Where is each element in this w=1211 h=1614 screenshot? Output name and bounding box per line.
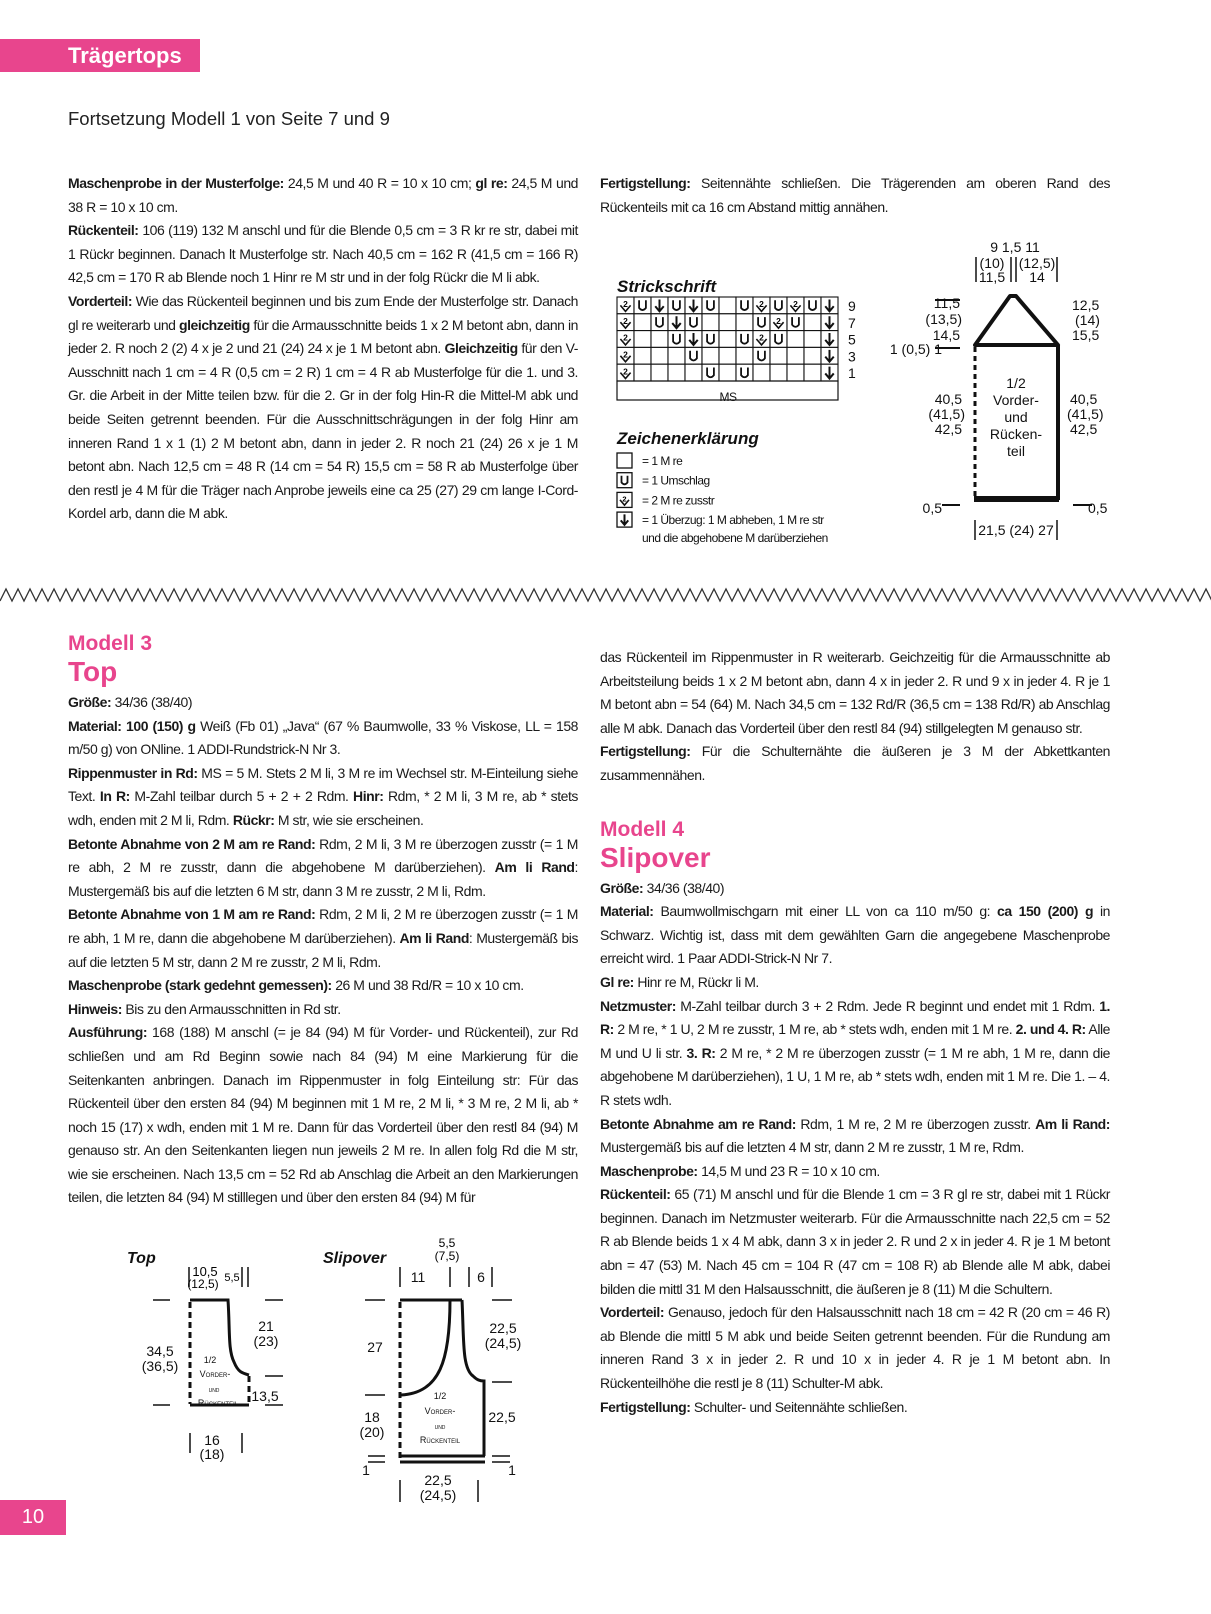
paragraph	[600, 971, 1110, 995]
text-run: Rdm, 1 M re, 2 M re überzogen zusstr.	[795, 1115, 1036, 1132]
svg-text:15,5: 15,5	[1072, 327, 1100, 343]
text-run: 2 M re, * 2 M re überzogen zusstr (= 1 M re abh, 1 M re, dann die abgehobene M darüberziehen), 1 U, 1 M re, ab * stets wdh, enden mit 1 M re. Die 1. – 4. R stets wdh.	[600, 1044, 1110, 1108]
svg-text:22,5: 22,5	[488, 1409, 516, 1425]
text-run: Rdm, 2 M li, 2 M re überzogen zusstr (= 1 M re abh, 1 M re, dann die abgehobene M darüberziehen).	[68, 906, 578, 946]
svg-text:1 (0,5) 1: 1 (0,5) 1	[889, 341, 942, 357]
text-run: 34/36 (38/40)	[111, 694, 193, 710]
svg-text:(24,5): (24,5)	[484, 1335, 522, 1351]
text-run: Wie das Rückenteil beginnen und bis zum Ende der Musterfolge str. Danach gl re weiterarb und	[68, 292, 578, 333]
bold-term: gleichzeitig	[179, 316, 250, 333]
paragraph	[68, 715, 578, 762]
chart-cell	[736, 314, 753, 331]
svg-text:Rücken-: Rücken-	[989, 426, 1043, 442]
chart-cell	[651, 314, 668, 331]
svg-text:(41,5): (41,5)	[928, 406, 965, 422]
svg-text:0,5: 0,5	[1088, 500, 1108, 516]
bold-term: Betonte Abnahme von 1 M am re Rand:	[68, 906, 316, 923]
text-run: Rdm, * 2 M li, 3 M re, ab * stets wdh, enden mit 2 M li, Rdm.	[68, 788, 578, 828]
text-run: MS = 5 M. Stets 2 M li, 3 M re im Wechsel str. M-Einteilung siehe Text.	[68, 764, 579, 805]
text-run: : Mustergemäß bis auf die letzten 6 M str, dann 3 M re zusstr, 2 M li, Rdm.	[68, 859, 578, 899]
chart-cell	[787, 347, 804, 364]
text-run: Schulter- und Seitennähte schließen.	[690, 1398, 908, 1415]
svg-text:(10): (10)	[979, 255, 1005, 271]
bold-term: Betonte Abnahme am re Rand:	[600, 1115, 796, 1132]
bold-term: 1. R:	[600, 997, 1110, 1038]
text-run: Mustergemäß bis auf die letzten 4 M str, dann 2 M re zusstr, 1 M re, Rdm.	[600, 1139, 1024, 1156]
svg-text:42,5: 42,5	[1070, 421, 1098, 437]
bold-term: Rückenteil:	[68, 222, 139, 239]
text-run: Bis zu den Armausschnitten in Rd str.	[121, 1000, 341, 1017]
svg-text:13,5: 13,5	[251, 1388, 279, 1404]
bold-term: gl re:	[475, 175, 508, 191]
svg-text:40,5: 40,5	[934, 391, 962, 407]
legend-text-cont: und die abgehobene M darüberziehen	[642, 531, 828, 545]
top-schematic	[127, 1250, 283, 1462]
chart-cell	[634, 347, 651, 364]
paragraph	[600, 1160, 1110, 1184]
bold-term: Maschenprobe (stark gedehnt gemessen):	[68, 977, 332, 994]
paragraph	[600, 900, 1110, 971]
bold-term: 3. R:	[686, 1044, 716, 1061]
paragraph	[68, 219, 578, 290]
chart-row-number: 9	[848, 298, 856, 314]
text-run: Rdm, 2 M li, 3 M re überzogen zusstr (= 1 M re abh, 2 M re zusstr, dann die abgehobene M darüberziehen).	[68, 835, 578, 876]
chart-cell	[651, 364, 668, 381]
svg-text:14: 14	[1029, 269, 1045, 285]
text-run: 14,5 M und 23 R = 10 x 10 cm.	[697, 1162, 880, 1179]
text-run: 26 M und 38 Rd/R = 10 x 10 cm.	[331, 977, 524, 994]
k2tog-icon: 2	[622, 494, 627, 504]
svg-text:11,5: 11,5	[933, 295, 960, 311]
text-run: Weiß (Fb 01) „Java“ (67 % Baumwolle, 33 % Viskose, LL = 158 m/50 g) von ONline. 1 ADDI-Rundstrick-N Nr 3.	[68, 717, 578, 758]
svg-text:1/2: 1/2	[203, 1355, 217, 1365]
paragraph	[600, 740, 1110, 787]
chart-cell	[702, 297, 719, 314]
chart-cell	[753, 364, 770, 381]
svg-text:(13,5): (13,5)	[925, 311, 962, 327]
bold-term: Hinr:	[353, 788, 384, 805]
chart-cell	[804, 347, 821, 364]
svg-text:5,5: 5,5	[438, 1236, 456, 1250]
text-run: Für die Schulternähte die äußeren je 3 M der Abkettkanten zusammennähen.	[600, 743, 1110, 783]
svg-text:1: 1	[362, 1462, 370, 1478]
modell4-label: Modell 4	[600, 817, 685, 841]
text-run: 24,5 M und 40 R = 10 x 10 cm;	[283, 175, 476, 191]
svg-text:Vorder-: Vorder-	[424, 1406, 456, 1416]
svg-text:0,5: 0,5	[922, 500, 942, 516]
svg-text:1: 1	[508, 1462, 516, 1478]
svg-text:42,5: 42,5	[934, 421, 962, 437]
chart-cell	[770, 331, 787, 348]
bold-term: Größe:	[600, 879, 644, 896]
svg-text:(36,5): (36,5)	[141, 1358, 179, 1374]
chart-cell	[787, 331, 804, 348]
chart-row-number: 5	[848, 331, 856, 348]
repeat-label: MS	[719, 390, 737, 404]
chart-cell	[787, 314, 804, 331]
svg-text:Vorder-: Vorder-	[199, 1369, 231, 1379]
bold-term: Rückenteil:	[600, 1186, 671, 1203]
modell1-finishing	[600, 172, 1110, 219]
paragraph	[600, 1113, 1110, 1160]
svg-text:40,5: 40,5	[1070, 391, 1098, 407]
svg-text:11,5: 11,5	[978, 269, 1006, 285]
chart-cell	[787, 364, 804, 381]
svg-text:(24,5): (24,5)	[419, 1487, 457, 1503]
k2tog-icon: 2	[776, 315, 781, 326]
modell3-label: Modell 3	[68, 632, 153, 655]
k2tog-icon: 2	[793, 299, 798, 310]
bold-term: Netzmuster:	[600, 997, 676, 1014]
svg-text:Rückenteil: Rückenteil	[197, 1398, 239, 1408]
paragraph	[68, 903, 578, 974]
text-run: für die Armausschnitte beids 1 x 2 M betont abn, dann in jeder 2. R noch 2 (2) 4 x je 2 und 21 (24) 24 x je 1 M betont abn.	[68, 316, 578, 357]
modell1-instructions	[68, 172, 578, 526]
slipover-schematic	[323, 1236, 521, 1503]
bold-term: Betonte Abnahme von 2 M am re Rand:	[68, 835, 316, 852]
modell1-schematic	[890, 239, 1108, 540]
svg-text:21,5 (24) 27: 21,5 (24) 27	[978, 522, 1054, 538]
modell3-instructions	[68, 691, 578, 1210]
chart-cell	[668, 364, 685, 381]
bold-term: Fertigstellung:	[600, 175, 691, 191]
chart-cell	[804, 297, 821, 314]
chart-cell	[651, 347, 668, 364]
svg-text:Top: Top	[127, 1250, 156, 1267]
modell3-title: Top	[68, 656, 118, 687]
chart-cell	[804, 331, 821, 348]
svg-text:Slipover: Slipover	[323, 1250, 387, 1267]
svg-text:(7,5): (7,5)	[434, 1249, 460, 1263]
text-run: Seitennähte schließen. Die Trägerenden am oberen Rand des Rückenteils mit ca 16 cm Abstand mittig annähen.	[600, 175, 1110, 215]
svg-text:22,5: 22,5	[489, 1320, 517, 1336]
svg-text:27: 27	[367, 1339, 383, 1355]
svg-text:21: 21	[258, 1318, 274, 1334]
svg-text:und: und	[434, 1424, 446, 1431]
paragraph	[600, 1396, 1110, 1420]
paragraph	[68, 762, 578, 833]
text-run: für den V-Ausschnitt nach 1 cm = 4 R (0,5 cm = 2 R) 1 cm = 4 R ab Musterfolge für die 1. und 3. Gr. die Arbeit in der Mitte teilen bzw. für die 2. Gr in der folg Hin-R die Mittel-M abk und beide Seiten getrennt beenden. Für die Ausschnittschrägungen in der folg Hinr am inneren Rand 1 x 1 (1) 2 M betont abn, dann in jeder 2. R noch 21 (24) 26 x je 1 M betont abn. Nach 12,5 cm = 48 R (14 cm = 54 R) 15,5 cm = 58 R ab Musterfolge über den restl je 4 M für die Träger nach Anprobe jeweils eine ca 25 (27) 29 cm lange I-Cord-Kordel arb, dann die M abk.	[68, 340, 578, 522]
bold-term: Maschenprobe in der Musterfolge:	[68, 175, 284, 191]
legend-text: = 1 M re	[642, 454, 683, 468]
bold-term: In R:	[99, 788, 130, 805]
bold-term: Ausführung:	[68, 1024, 148, 1041]
text-run: in Schwarz. Wichtig ist, dass mit dem gewählten Garn die angegebene Maschenprobe erreicht wird. 1 Paar ADDI-Strick-N Nr 7.	[600, 903, 1110, 967]
svg-text:16: 16	[204, 1432, 220, 1448]
paragraph	[68, 290, 578, 526]
chart-cell	[719, 331, 736, 348]
modell3-section	[68, 631, 578, 1210]
bottom-schematics	[100, 1230, 560, 1510]
k2tog-icon: 2	[759, 299, 764, 310]
k2tog-icon: 2	[623, 349, 628, 360]
legend-text: = 1 Überzug: 1 M abheben, 1 M re str	[642, 513, 824, 528]
legend-swatch	[617, 453, 632, 468]
svg-text:(23): (23)	[253, 1333, 279, 1349]
bold-term: Fertigstellung:	[600, 743, 691, 760]
chart-cell	[770, 297, 787, 314]
text-run: Baumwollmischgarn mit einer LL von ca 110 m/50 g:	[653, 903, 998, 920]
svg-text:34,5: 34,5	[146, 1343, 174, 1359]
paragraph	[68, 998, 578, 1022]
paragraph	[68, 1021, 578, 1210]
bold-term: Hinweis:	[68, 1000, 122, 1017]
text-run: M-Zahl teilbar durch 5 + 2 + 2 Rdm.	[129, 788, 354, 805]
text-run: 2 M re, * 1 U, 2 M re zusstr, 1 M re, ab * stets wdh, enden mit 1 M re.	[613, 1021, 1016, 1038]
svg-text:11: 11	[410, 1269, 426, 1285]
text-run: Alle M und U li str.	[600, 1021, 1110, 1061]
paragraph	[600, 172, 1110, 219]
chart-cell	[634, 331, 651, 348]
paragraph	[68, 833, 578, 904]
k2tog-icon: 2	[623, 332, 628, 343]
legend-title: Zeichenerklärung	[617, 429, 759, 448]
bold-term: Vorderteil:	[600, 1304, 665, 1321]
chart-cell	[651, 331, 668, 348]
svg-text:(12,5): (12,5)	[187, 1277, 219, 1291]
k2tog-icon: 2	[623, 299, 628, 310]
chart-cell	[634, 297, 651, 314]
legend-text: = 1 Umschlag	[642, 473, 710, 488]
bold-term: Rippenmuster in Rd:	[68, 764, 198, 781]
bold-term: 2. und 4. R:	[1015, 1021, 1086, 1038]
chart-cell	[702, 347, 719, 364]
modell4-instructions	[600, 877, 1110, 1420]
paragraph	[600, 646, 1110, 740]
chart-cell	[804, 314, 821, 331]
chart-cell	[685, 347, 702, 364]
bold-term: Am li Rand	[399, 929, 469, 946]
chart-row-number: 1	[848, 365, 856, 382]
bold-term: Fertigstellung:	[600, 1398, 691, 1415]
bold-term: Material:	[600, 903, 654, 920]
knitting-chart-grid	[617, 297, 856, 381]
chart-cell	[702, 331, 719, 348]
section-banner: Trägertops	[0, 39, 200, 72]
chart-cell	[753, 314, 770, 331]
modell4-title: Slipover	[600, 841, 711, 873]
chart-cell	[702, 314, 719, 331]
bold-term: Vorderteil:	[68, 292, 133, 309]
svg-text:und: und	[1004, 409, 1028, 425]
paragraph	[600, 995, 1110, 1113]
paragraph	[68, 974, 578, 998]
svg-text:5,5: 5,5	[224, 1272, 240, 1284]
svg-text:1/2: 1/2	[1006, 375, 1026, 391]
svg-text:(14): (14)	[1075, 312, 1100, 328]
chart-cell	[770, 347, 787, 364]
modell1-diagrams	[600, 230, 1120, 560]
continuation-subtitle: Fortsetzung Modell 1 von Seite 7 und 9	[68, 108, 390, 129]
legend-text: = 2 M re zusstr	[642, 493, 715, 508]
text-run: 168 (188) M anschl (= je 84 (94) M für Vorder- und Rückenteil), zur Rd schließen und am Rd Beginn sowie nach 84 (94) M eine Markierung für die Seitenkanten anbringen. Danach im Rippenmuster in folg Einteilung str: Für das Rückenteil über den ersten 84 (94) M beginnen mit 1 M re, 2 M li, * 3 M re, 2 M li, ab * noch 15 (17) x wdh, enden mit 1 M re. Dann für das Vorderteil über den restl 84 (94) M genauso str. An den Seitenkanten liegen nun jeweils 2 M re. In allen folg Rd die M str, wie sie erscheinen. Nach 13,5 cm = 52 Rd ab Anschlag die Arbeit an den Markierungen teilen, die letzten 84 (94) M stilllegen und über den ersten 84 (94) M für	[68, 1024, 578, 1206]
text-run: M str, wie sie erscheinen.	[274, 811, 424, 828]
chart-cell	[668, 297, 685, 314]
text-run: Genauso, jedoch für den Halsausschnitt nach 18 cm = 42 R (20 cm = 46 R) ab Blende die mittl 5 M abk und beide Seiten getrennt beenden. Für die Rundung am inneren Rand 3 x in jeder 2. R und 10 x in jeder 4. R je 1 M betont abn. In Rückenteilhöhe die restl je 8 (11) Schulter-M abk.	[600, 1304, 1110, 1392]
chart-cell	[719, 314, 736, 331]
chart-cell	[753, 347, 770, 364]
bold-term: Gleichzeitig	[444, 340, 518, 357]
paragraph	[68, 691, 578, 715]
bold-term: Material: 100 (150) g	[68, 717, 196, 734]
svg-text:12,5: 12,5	[1072, 297, 1100, 313]
svg-text:Vorder-: Vorder-	[993, 392, 1039, 408]
bold-term: ca 150 (200) g	[997, 903, 1094, 920]
text-run: 34/36 (38/40)	[643, 879, 725, 896]
svg-text:18: 18	[364, 1409, 380, 1425]
zigzag-divider	[0, 586, 1211, 604]
svg-text:10,5: 10,5	[192, 1264, 218, 1279]
chart-cell	[685, 364, 702, 381]
paragraph	[600, 1301, 1110, 1395]
chart-cell	[702, 364, 719, 381]
svg-text:(20): (20)	[359, 1424, 385, 1440]
text-run: 24,5 M und 38 R = 10 x 10 cm.	[68, 175, 578, 215]
legend-swatch	[617, 473, 632, 488]
chart-cell	[719, 347, 736, 364]
chart-cell	[736, 331, 753, 348]
chart-cell	[668, 347, 685, 364]
chart-cell	[668, 331, 685, 348]
text-run: 65 (71) M anschl und für die Blende 1 cm = 3 R gl re str, dabei mit 1 Rückr beginnen. Danach im Netzmuster weiterarb. Für die Armausschnitte nach 22,5 cm = 52 R ab Blende beids 1 x 4 M abk, dann 3 x in jeder 2. R und 2 x in jeder 4. R je 1 M betont abn = 47 (53) M. Nach 45 cm = 104 R (47 cm = 108 R) ab Blende alle M abk, dabei bilden die mittl 31 M den Halsausschnitt, die äußeren je 8 (11) M die Schultern.	[600, 1186, 1110, 1297]
paragraph	[68, 172, 578, 219]
svg-text:(12,5): (12,5)	[1018, 255, 1056, 271]
svg-text:(41,5): (41,5)	[1067, 406, 1104, 422]
k2tog-icon: 2	[623, 366, 628, 377]
bold-term: Am li Rand	[494, 859, 575, 876]
svg-text:1/2: 1/2	[433, 1391, 447, 1401]
chart-cell	[634, 314, 651, 331]
modell3-continuation	[600, 646, 1110, 788]
bold-term: Rückr:	[232, 811, 275, 828]
paragraph	[600, 1183, 1110, 1301]
chart-cell	[736, 297, 753, 314]
chart-legend	[617, 453, 824, 527]
svg-text:teil: teil	[1007, 443, 1025, 459]
chart-cell	[634, 364, 651, 381]
svg-text:9 1,5 11: 9 1,5 11	[990, 239, 1040, 255]
chart-row-number: 3	[848, 348, 856, 365]
paragraph	[600, 877, 1110, 901]
svg-text:Rückenteil: Rückenteil	[419, 1435, 461, 1445]
k2tog-icon: 2	[759, 332, 764, 343]
bold-term: Am li Rand:	[1035, 1115, 1110, 1132]
bold-term: Gl re:	[600, 973, 634, 990]
chart-cell	[804, 364, 821, 381]
chart-title: Strickschrift	[617, 277, 717, 296]
page-number: 10	[0, 1500, 66, 1535]
chart-cell	[719, 364, 736, 381]
text-run: : Mustergemäß bis auf die letzten 5 M str, dann 2 M re zusstr, 2 M li, Rdm.	[68, 929, 578, 970]
svg-text:14,5: 14,5	[932, 327, 960, 343]
text-run: M-Zahl teilbar durch 3 + 2 Rdm. Jede R beginnt und endet mit 1 Rdm.	[675, 997, 1100, 1014]
svg-text:6: 6	[477, 1269, 485, 1285]
text-run: Hinr re M, Rückr li M.	[633, 973, 759, 990]
bold-term: Größe:	[68, 694, 112, 710]
svg-text:(18): (18)	[199, 1446, 225, 1462]
text-run: das Rückenteil im Rippenmuster in R weiterarb. Geichzeitig für die Armausschnitte ab Arbeitsteilung beids 1 x 2 M betont abn, dann 4 x in jeder 2. R und 9 x in jeder 4. R je 1 M betont abn = 54 (64) M. Nach 34,5 cm = 132 Rd/R (36,5 cm = 138 Rd/R) ab Anschlag alle M abk. Danach das Vorderteil über den restl 84 (94) stillgelegten M genauso str.	[600, 649, 1110, 736]
chart-cell	[685, 314, 702, 331]
chart-cell	[736, 364, 753, 381]
svg-text:22,5: 22,5	[424, 1472, 452, 1488]
svg-text:und: und	[208, 1387, 220, 1394]
bold-term: Maschenprobe:	[600, 1162, 698, 1179]
text-run: 106 (119) 132 M anschl und für die Blende 0,5 cm = 3 R kr re str, dabei mit 1 Rückr beginnen. Danach lt Musterfolge str. Nach 40,5 cm = 162 R (41,5 cm = 166 R) 42,5 cm = 170 R ab Blende noch 1 Hinr re M str und in der folg Rückr die M li abk.	[68, 222, 578, 286]
right-column	[600, 646, 1110, 1419]
chart-cell	[736, 347, 753, 364]
chart-row-number: 7	[848, 314, 856, 331]
chart-cell	[719, 297, 736, 314]
k2tog-icon: 2	[623, 315, 628, 326]
chart-cell	[770, 364, 787, 381]
